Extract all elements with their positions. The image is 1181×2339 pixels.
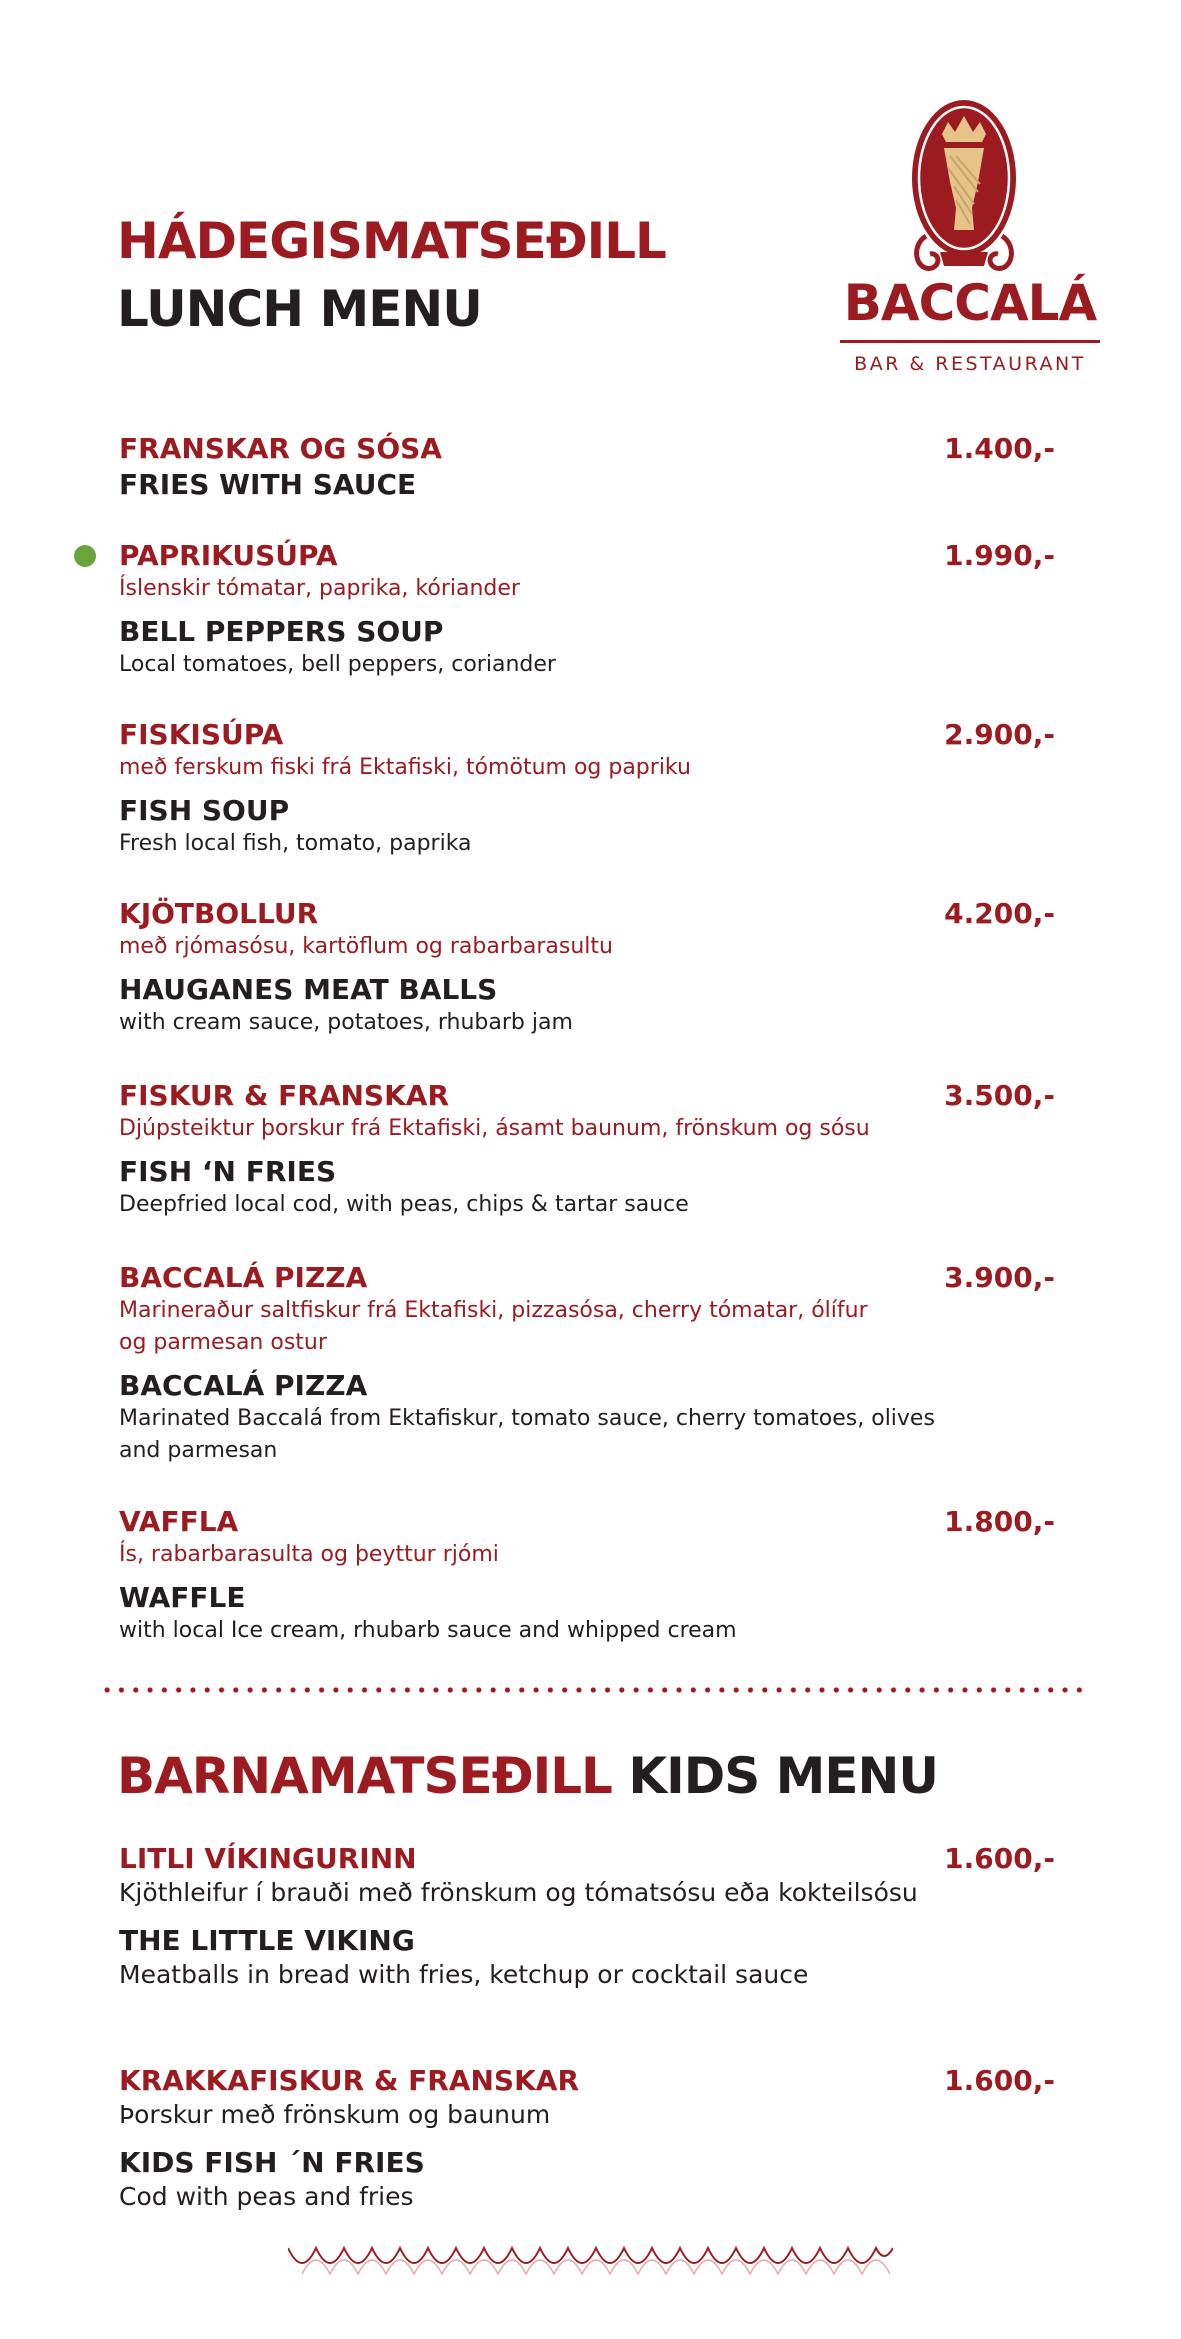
item-description-icelandic: Djúpsteiktur þorskur frá Ektafiski, ásamt baunum, frönskum og sósu: [119, 1116, 870, 1141]
item-name-english: KIDS FISH ´N FRIES: [119, 2146, 425, 2179]
item-name-english: THE LITTLE VIKING: [119, 1924, 415, 1957]
menu-item-fish-n-fries: [119, 1079, 1069, 1221]
item-description-english: Deepfried local cod, with peas, chips & tartar sauce: [119, 1192, 689, 1217]
item-price: 1.600,-: [944, 2064, 1055, 2097]
vegetarian-dot-icon: [74, 545, 96, 567]
logo-rule: [840, 340, 1100, 343]
item-name-english: FISH SOUP: [119, 794, 290, 827]
item-name-english: WAFFLE: [119, 1581, 246, 1614]
menu-item-kids-fish-n-fries: [119, 2064, 1069, 2214]
logo-subtitle: BAR & RESTAURANT: [854, 353, 1086, 375]
item-price: 1.400,-: [944, 432, 1055, 465]
item-description-icelandic: Kjöthleifur í brauði með frönskum og tómatsósu eða kokteilsósu: [119, 1878, 918, 1907]
item-name-icelandic: PAPRIKUSÚPA: [119, 539, 338, 572]
item-description-icelandic: Íslenskir tómatar, paprika, kóriander: [119, 576, 520, 601]
item-description-english: Fresh local fish, tomato, paprika: [119, 831, 472, 856]
item-name-icelandic: KRAKKAFISKUR & FRANSKAR: [119, 2064, 580, 2097]
item-description-english: Cod with peas and fries: [119, 2182, 414, 2211]
item-description-icelandic: með ferskum fiski frá Ektafiski, tómötum og papriku: [119, 755, 691, 780]
menu-item-fish-soup: [119, 718, 1069, 860]
item-name-icelandic: VAFFLA: [119, 1505, 239, 1538]
menu-title-icelandic: HÁDEGISMATSEÐILL: [117, 212, 666, 270]
item-price: 1.990,-: [944, 539, 1055, 572]
menu-item-bell-peppers-soup: [119, 539, 1069, 681]
menu-item-fries-with-sauce: [119, 432, 1069, 502]
menu-item-little-viking: [119, 1842, 1069, 1992]
item-name-icelandic: LITLI VÍKINGURINN: [119, 1842, 417, 1875]
menu-item-waffle: [119, 1505, 1069, 1647]
menu-title-english: LUNCH MENU: [117, 280, 482, 338]
item-description-icelandic: Þorskur með frönskum og baunum: [119, 2100, 551, 2129]
logo-name: BACCALÁ: [843, 274, 1097, 332]
kids-menu-heading: [117, 1747, 938, 1805]
item-description-english: Meatballs in bread with fries, ketchup or cocktail sauce: [119, 1960, 809, 1989]
item-name-icelandic: KJÖTBOLLUR: [119, 897, 319, 930]
item-price: 3.500,-: [944, 1079, 1055, 1112]
restaurant-logo: [820, 96, 1100, 386]
crowned-fish-emblem-icon: [906, 96, 1022, 286]
item-name-icelandic: FRANSKAR OG SÓSA: [119, 432, 442, 465]
item-description-icelandic: Ís, rabarbarasulta og þeyttur rjómi: [119, 1542, 499, 1567]
item-description-english: Marinated Baccalá from Ektafiskur, tomato sauce, cherry tomatoes, olives and parmesan: [119, 1406, 935, 1463]
wave-ornament-icon: [288, 2244, 893, 2280]
item-description-icelandic: Marineraður saltfiskur frá Ektafiski, pizzasósa, cherry tómatar, ólífur og parmesan ostur: [119, 1298, 868, 1355]
kids-heading-english: KIDS MENU: [628, 1747, 938, 1805]
item-name-icelandic: FISKISÚPA: [119, 718, 284, 751]
item-name-english: HAUGANES MEAT BALLS: [119, 973, 498, 1006]
item-price: 3.900,-: [944, 1261, 1055, 1294]
item-price: 2.900,-: [944, 718, 1055, 751]
item-price: 1.800,-: [944, 1505, 1055, 1538]
kids-heading-icelandic: BARNAMATSEÐILL: [117, 1747, 612, 1805]
item-name-english: BELL PEPPERS SOUP: [119, 615, 444, 648]
item-name-icelandic: FISKUR & FRANSKAR: [119, 1079, 450, 1112]
item-name-english: FISH ‘N FRIES: [119, 1155, 337, 1188]
dotted-divider-icon: [100, 1687, 1085, 1693]
menu-item-meat-balls: [119, 897, 1069, 1039]
item-price: 1.600,-: [944, 1842, 1055, 1875]
item-description-english: with local Ice cream, rhubarb sauce and whipped cream: [119, 1618, 737, 1643]
item-name-icelandic: BACCALÁ PIZZA: [119, 1261, 368, 1294]
item-price: 4.200,-: [944, 897, 1055, 930]
menu-item-baccala-pizza: [119, 1261, 1069, 1467]
item-description-english: with cream sauce, potatoes, rhubarb jam: [119, 1010, 573, 1035]
item-name-english: BACCALÁ PIZZA: [119, 1369, 368, 1402]
item-description-icelandic: með rjómasósu, kartöflum og rabarbarasultu: [119, 934, 613, 959]
item-description-english: Local tomatoes, bell peppers, coriander: [119, 652, 556, 677]
item-name-english: FRIES WITH SAUCE: [119, 468, 417, 501]
